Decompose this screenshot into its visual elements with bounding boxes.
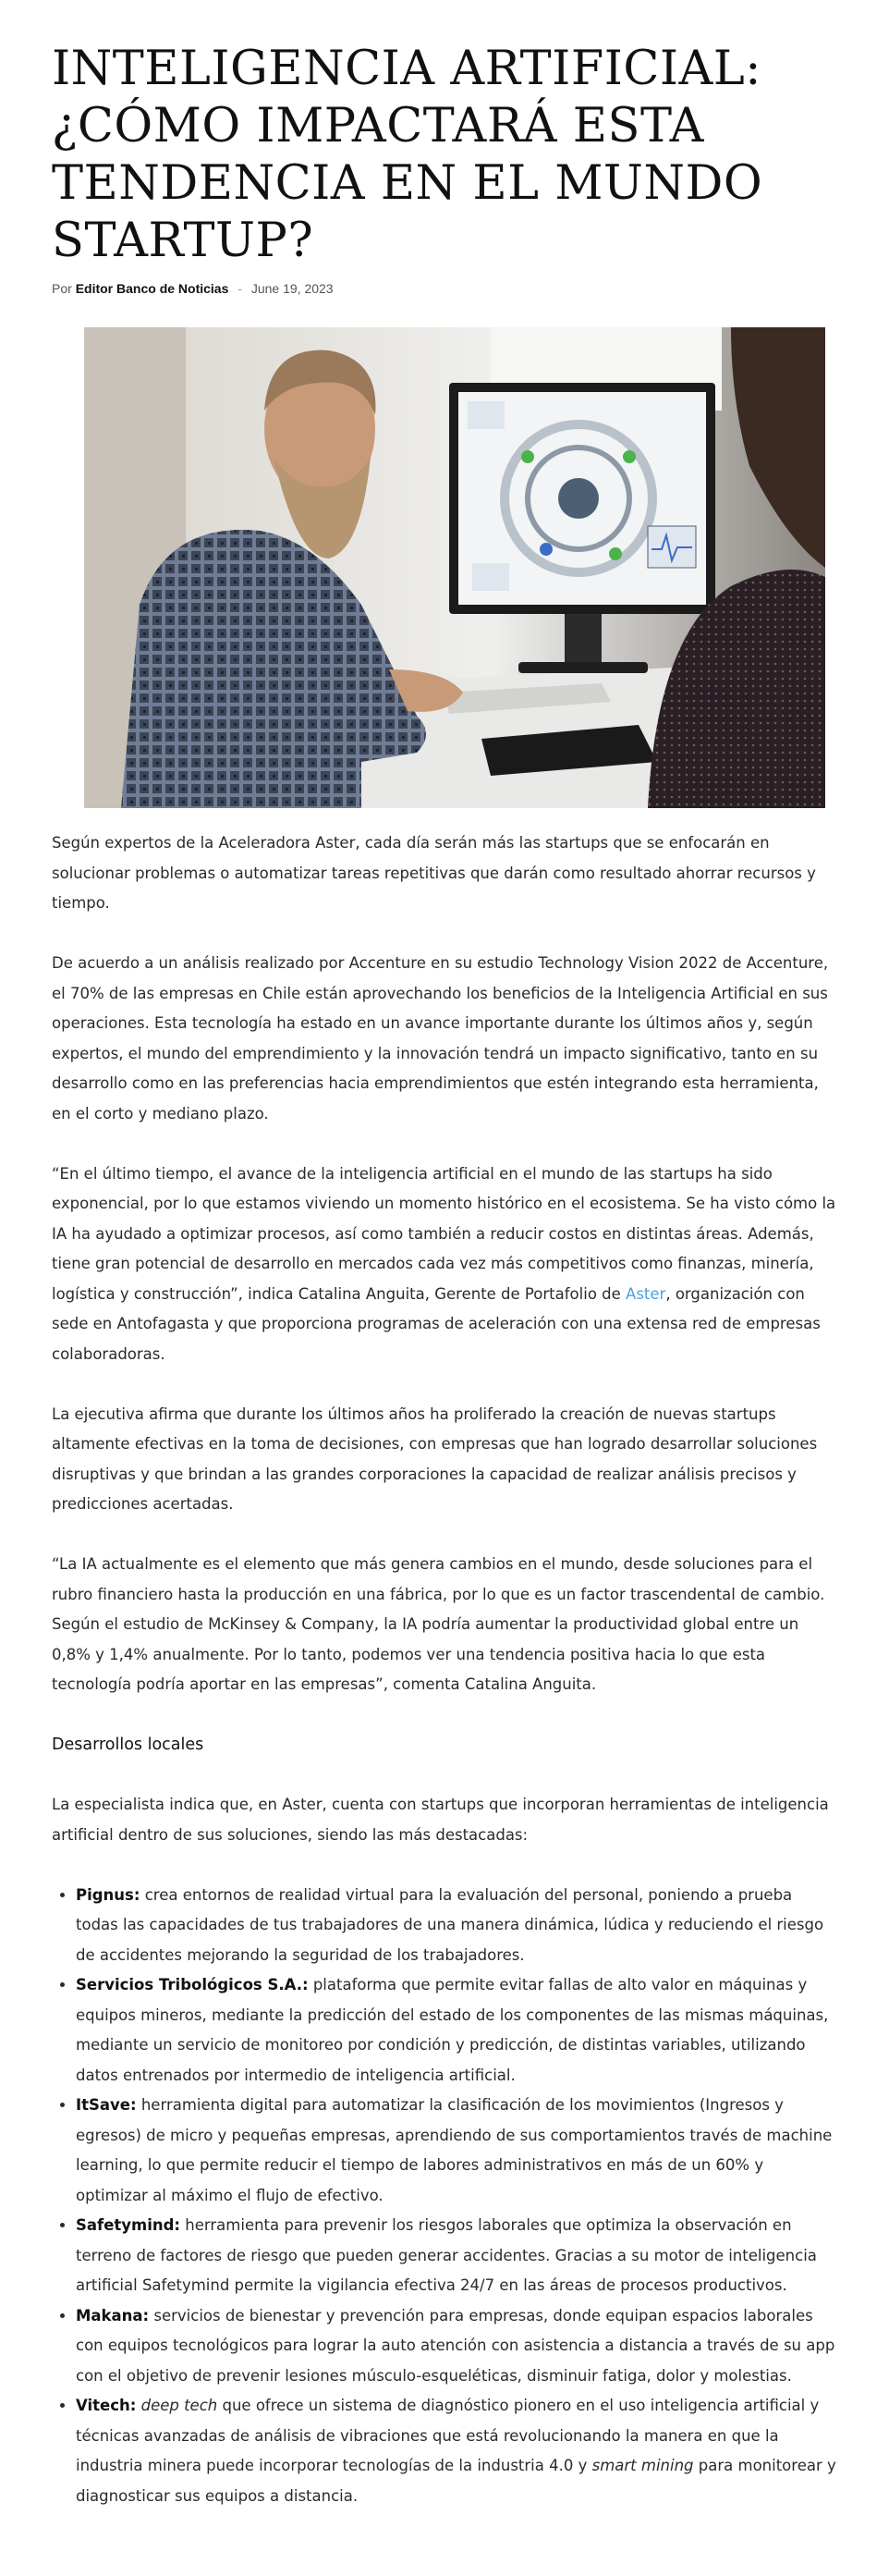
article-body bbox=[52, 828, 837, 2511]
aster-link[interactable]: Aster bbox=[626, 1284, 666, 1303]
byline-separator: - bbox=[237, 281, 242, 296]
paragraph: “La IA actualmente es el elemento que más genera cambios en el mundo, desde soluciones para el rubro financiero hasta la producción en una fábrica, por lo que es un factor trascendental de cambio. Según el estudio de McKinsey & Company, la IA podría aumentar la productividad global entre un 0,8% y 1,4% anualmente. Por lo tanto, podemos ver una tendencia positiva hacia lo que esta tecnología podría aportar en las empresas”, comenta Catalina Anguita. bbox=[52, 1555, 825, 1693]
startup-desc: servicios de bienestar y prevención para empresas, donde equipan espacios laborales con equipos tecnológicos para lograr la auto atención con asistencia a distancia a través de su app con el objetivo de prevenir lesiones músculo-esqueléticas, disminuir fatiga, dolor y molestias. bbox=[76, 2306, 835, 2385]
byline bbox=[52, 281, 837, 296]
author-link[interactable]: Editor Banco de Noticias bbox=[75, 281, 229, 296]
startup-desc: herramienta digital para automatizar la clasificación de los movimientos (Ingresos y egresos) de micro y pequeñas empresas, aprendiendo de sus comportamientos través de machine learning, lo que permite reducir el tiempo de labores administrativos en más de un 60% y optimizar al máximo el flujo de efectivo. bbox=[76, 2096, 833, 2204]
startup-list bbox=[52, 1881, 837, 2512]
publish-date: June 19, 2023 bbox=[250, 281, 334, 296]
article-title: INTELIGENCIA ARTIFICIAL: ¿CÓMO IMPACTARÁ ESTA TENDENCIA EN EL MUNDO STARTUP? bbox=[52, 42, 763, 268]
paragraph-quote bbox=[52, 1159, 837, 1370]
startup-desc: crea entornos de realidad virtual para la evaluación del personal, poniendo a prueba todas las capacidades de tus trabajadores de una manera dinámica, lúdica y reduciendo el riesgo de accidentes mejorando la seguridad de los trabajadores. bbox=[76, 1885, 824, 1964]
startup-desc: plataforma que permite evitar fallas de alto valor en máquinas y equipos mineros, mediante la predicción del estado de los componentes de las mismas máquinas, mediante un servicio de monitoreo por condición y predicción, de distintas variables, utilizando datos entrenados por intermedio de inteligencia artificial. bbox=[76, 1976, 829, 2084]
startup-desc: herramienta para prevenir los riesgos laborales que optimiza la observación en terreno de factores de riesgo que pueden generar accidentes. Gracias a su motor de inteligencia artificial Safetymind permite la vigilancia efectiva 24/7 en las áreas de procesos productivos. bbox=[76, 2216, 817, 2294]
paragraph-text: , organización con sede en Antofagasta y que proporciona programas de aceleración con una extensa red de empresas colaboradoras. bbox=[52, 1284, 821, 1363]
startup-name: Vitech: bbox=[76, 2397, 137, 2414]
paragraph: De acuerdo a un análisis realizado por Accenture en su estudio Technology Vision 2022 de Accenture, el 70% de las empresas en Chile están aprovechando los beneficios de la Inteligencia Artificial en sus operaciones. Esta tecnología ha estado en un avance importante durante los últimos años y, según expertos, el mundo del emprendimiento y la innovación tendrá un impacto significativo, tanto en su desarrollo como en las preferencias hacia emprendimientos que estén integrando esta herramienta, en el corto y mediano plazo. bbox=[52, 954, 829, 1122]
startup-desc: para monitorear y diagnosticar sus equipos a distancia. bbox=[76, 2457, 836, 2505]
startup-desc: que ofrece un sistema de diagnóstico pionero en el uso inteligencia artificial y técnicas avanzadas de análisis de vibraciones que está revolucionando la manera en que la industria minera puede incorporar tecnologías de la industria 4.0 y bbox=[76, 2397, 820, 2474]
paragraph: La ejecutiva afirma que durante los últimos años ha proliferado la creación de nuevas startups altamente efectivas en la toma de decisiones, con empresas que han logrado desarrollar soluciones disruptivas y que brindan a las grandes corporaciones la capacidad de realizar análisis precisos y predicciones acertadas. bbox=[52, 1405, 818, 1513]
startup-name: ItSave: bbox=[76, 2096, 137, 2114]
hero-image bbox=[84, 327, 825, 808]
section-heading: Desarrollos locales bbox=[52, 1736, 204, 1754]
paragraph: Según expertos de la Aceleradora Aster, cada día serán más las startups que se enfocarán en solucionar problemas o automatizar tareas repetitivas que darán como resultado ahorrar recursos y tiempo. bbox=[52, 834, 816, 912]
paragraph: La especialista indica que, en Aster, cuenta con startups que incorporan herramientas de inteligencia artificial dentro de sus soluciones, siendo las más destacadas: bbox=[52, 1796, 829, 1844]
startup-name: Pignus: bbox=[76, 1885, 140, 1904]
startup-name: Safetymind: bbox=[76, 2216, 181, 2234]
paragraph-text: “En el último tiempo, el avance de la inteligencia artificial en el mundo de las startups ha sido exponencial, por lo que estamos viviendo un momento histórico en el ecosistema. Se ha visto cómo la IA ha ayudado a optimizar procesos, así como también a reducir costos en distintas áreas. Además, tiene gran potencial de desarrollo en mercados cada vez más competitivos como finanzas, minería, logística y construcción”, indica Catalina Anguita, Gerente de Portafolio de bbox=[52, 1164, 836, 1303]
list-item bbox=[76, 1970, 837, 2091]
startup-name: Makana: bbox=[76, 2306, 150, 2325]
list-item bbox=[76, 2301, 837, 2392]
emphasis-text: deep tech bbox=[140, 2397, 218, 2414]
startup-name: Servicios Tribológicos S.A.: bbox=[76, 1976, 309, 1993]
list-item bbox=[76, 2391, 837, 2511]
article-page bbox=[52, 0, 837, 2505]
emphasis-text: smart mining bbox=[591, 2457, 694, 2474]
list-item bbox=[76, 1881, 837, 1971]
list-item bbox=[76, 2091, 837, 2211]
byline-prefix: Por bbox=[52, 281, 72, 296]
list-item bbox=[76, 2211, 837, 2301]
